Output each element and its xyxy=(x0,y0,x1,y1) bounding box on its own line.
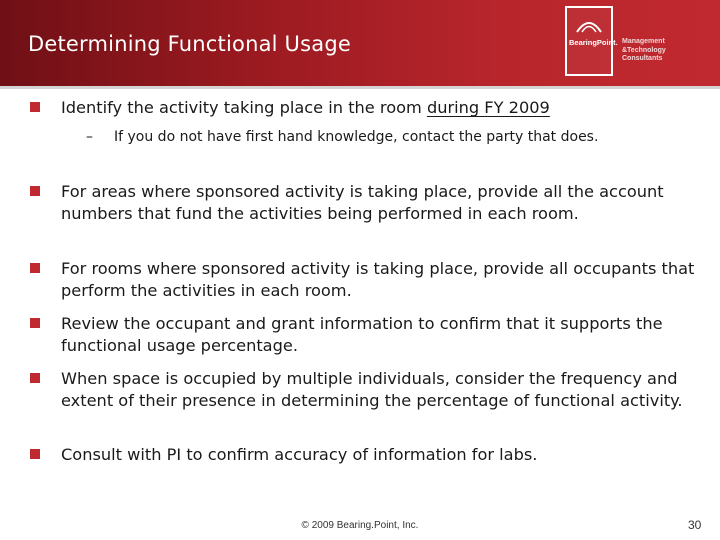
page-number: 30 xyxy=(688,518,702,532)
bullet-text: Review the occupant and grant information to confirm that it supports the functional usage percentage. xyxy=(61,314,663,355)
bullet-marker xyxy=(30,263,40,273)
bullet-marker xyxy=(30,318,40,328)
bullet-item xyxy=(30,444,710,466)
logo-caption-line: Management xyxy=(622,38,665,45)
bullet-item xyxy=(30,97,710,119)
bearingpoint-logo xyxy=(565,6,618,76)
bullet-text: Identify the activity taking place in the room xyxy=(61,98,427,117)
sub-bullet-text: If you do not have first hand knowledge, contact the party that does. xyxy=(114,129,599,145)
logo-brand-text: BearingPoint. xyxy=(569,38,618,47)
logo-caption-line: &Technology xyxy=(622,46,666,54)
bullet-text: For rooms where sponsored activity is taking place, provide all occupants that perform the activities in each room. xyxy=(61,259,695,300)
bullet-marker xyxy=(30,373,40,383)
bullet-text: For areas where sponsored activity is taking place, provide all the account numbers that fund the activities being performed in each room. xyxy=(61,182,664,223)
logo-caption xyxy=(622,38,714,64)
slide-header xyxy=(0,0,720,86)
header-divider xyxy=(0,86,720,89)
logo-arc-icon xyxy=(575,16,603,34)
bullet-marker xyxy=(30,449,40,459)
bullet-item xyxy=(30,313,710,356)
bullet-item xyxy=(30,181,710,224)
slide-title: Determining Functional Usage xyxy=(28,32,351,56)
bullet-text: When space is occupied by multiple individuals, consider the frequency and extent of their presence in determining the percentage of functional activity. xyxy=(61,369,683,410)
copyright-footer: © 2009 Bearing.Point, Inc. xyxy=(301,520,419,531)
dash-marker: – xyxy=(86,129,93,145)
sub-bullet-item xyxy=(86,128,656,146)
bullet-text: Consult with PI to confirm accuracy of information for labs. xyxy=(61,445,538,464)
bullet-item xyxy=(30,258,710,301)
bullet-marker xyxy=(30,102,40,112)
logo-caption-line: Consultants xyxy=(622,55,663,62)
bullet-item xyxy=(30,368,710,411)
bullet-underlined-text: during FY 2009 xyxy=(426,98,550,117)
bullet-marker xyxy=(30,186,40,196)
